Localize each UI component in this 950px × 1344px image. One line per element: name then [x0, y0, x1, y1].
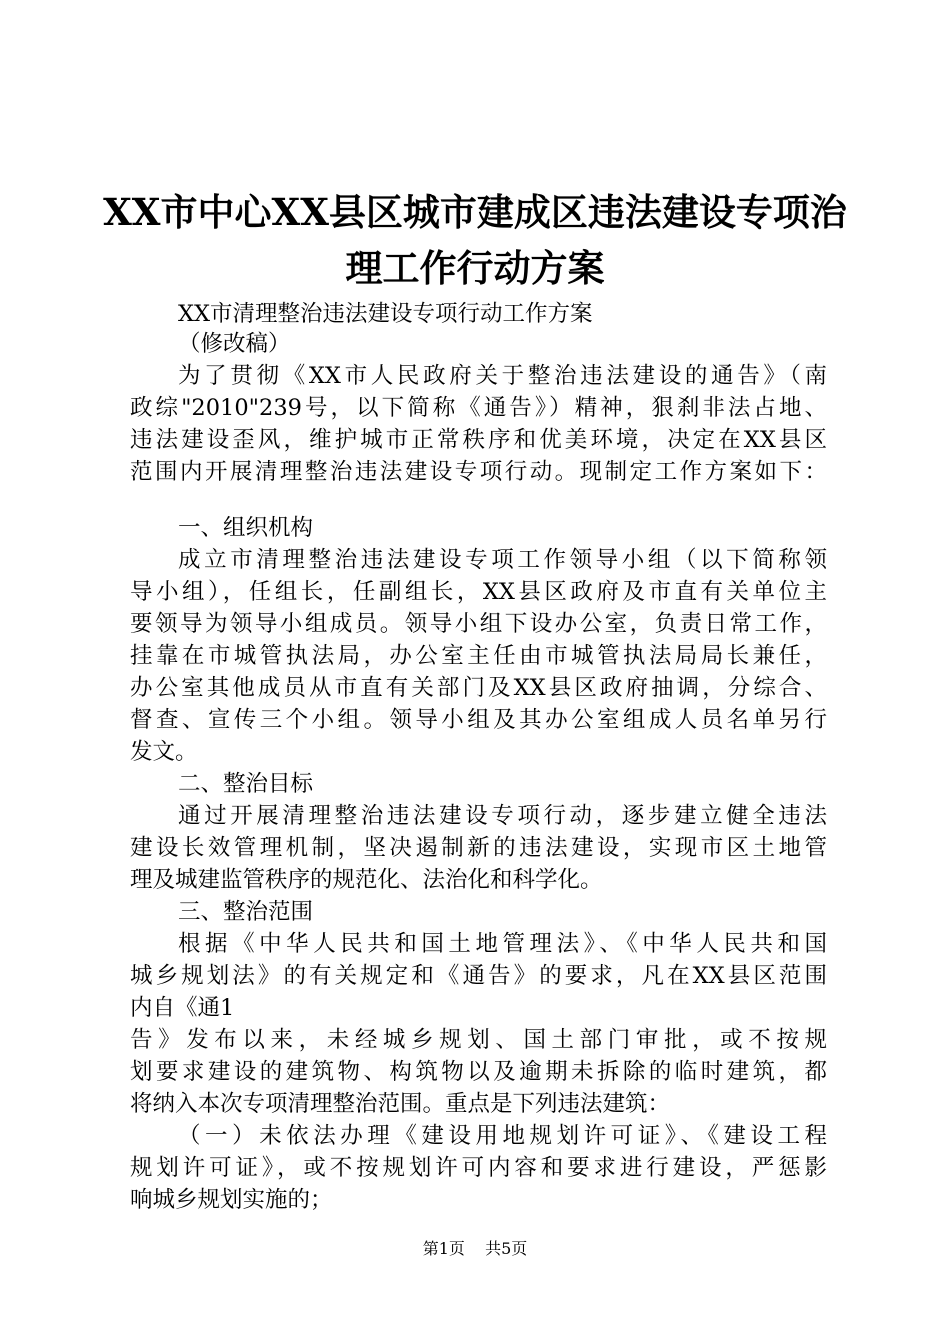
paragraph-line: 督查、宣传三个小组。领导小组及其办公室组成人员名单另行 — [130, 707, 827, 733]
document-title-line-2: 理工作行动方案 — [345, 246, 605, 290]
paragraph-line: 理及城建监管秩序的规范化、法治化和科学化。 — [130, 867, 603, 893]
revision-note: （修改稿） — [178, 331, 291, 357]
paragraph-line: 规划许可证》，或不按规划许可内容和要求进行建设，严惩影 — [130, 1155, 827, 1181]
page-total: 共5页 — [485, 1239, 528, 1258]
paragraph-line: 告》发布以来，未经城乡规划、国土部门审批，或不按规 — [130, 1027, 827, 1053]
subtitle-line: XX市清理整治违法建设专项行动工作方案 — [178, 301, 593, 327]
paragraph-line: 导小组），任组长，任副组长，XX县区政府及市直有关单位主 — [130, 579, 827, 605]
paragraph-line: 办公室其他成员从市直有关部门及XX县区政府抽调，分综合、 — [130, 675, 827, 701]
document-title-line-1: XX市中心XX县区城市建成区违法建设专项治 — [103, 190, 847, 234]
paragraph-line: 要领导为领导小组成员。领导小组下设办公室，负责日常工作， — [130, 611, 827, 637]
section-heading: 一、组织机构 — [178, 515, 314, 541]
paragraph-line: 划要求建设的建筑物、构筑物以及逾期未拆除的临时建筑，都 — [130, 1059, 827, 1085]
paragraph-line: 将纳入本次专项清理整治范围。重点是下列违法建筑： — [130, 1091, 671, 1117]
paragraph-line: （一）未依法办理《建设用地规划许可证》、《建设工程 — [178, 1123, 827, 1149]
page-footer — [0, 1238, 950, 1260]
paragraph-line: 违法建设歪风，维护城市正常秩序和优美环境，决定在XX县区 — [130, 427, 827, 453]
section-heading: 三、整治范围 — [178, 899, 314, 925]
page-number: 第1页 — [422, 1239, 465, 1258]
paragraph-line: 为了贯彻《XX市人民政府关于整治违法建设的通告》（南 — [178, 363, 827, 389]
paragraph-line: 响城乡规划实施的； — [130, 1187, 333, 1213]
paragraph-line: 范围内开展清理整治违法建设专项行动。现制定工作方案如下： — [130, 459, 827, 485]
paragraph-line: 建设长效管理机制，坚决遏制新的违法建设，实现市区土地管 — [130, 835, 827, 861]
paragraph-line: 内自《通1 — [130, 995, 235, 1021]
paragraph-line: 通过开展清理整治违法建设专项行动，逐步建立健全违法 — [178, 803, 827, 829]
paragraph-line: 发文。 — [130, 739, 198, 765]
paragraph-line: 成立市清理整治违法建设专项工作领导小组（以下简称领 — [178, 547, 827, 573]
paragraph-line: 城乡规划法》的有关规定和《通告》的要求，凡在XX县区范围 — [130, 963, 827, 989]
section-heading: 二、整治目标 — [178, 771, 314, 797]
paragraph-line: 根据《中华人民共和国土地管理法》、《中华人民共和国 — [178, 931, 827, 957]
paragraph-line: 挂靠在市城管执法局，办公室主任由市城管执法局局长兼任， — [130, 643, 827, 669]
paragraph-line: 政综"2010"239号，以下简称《通告》）精神，狠刹非法占地、 — [130, 395, 827, 421]
